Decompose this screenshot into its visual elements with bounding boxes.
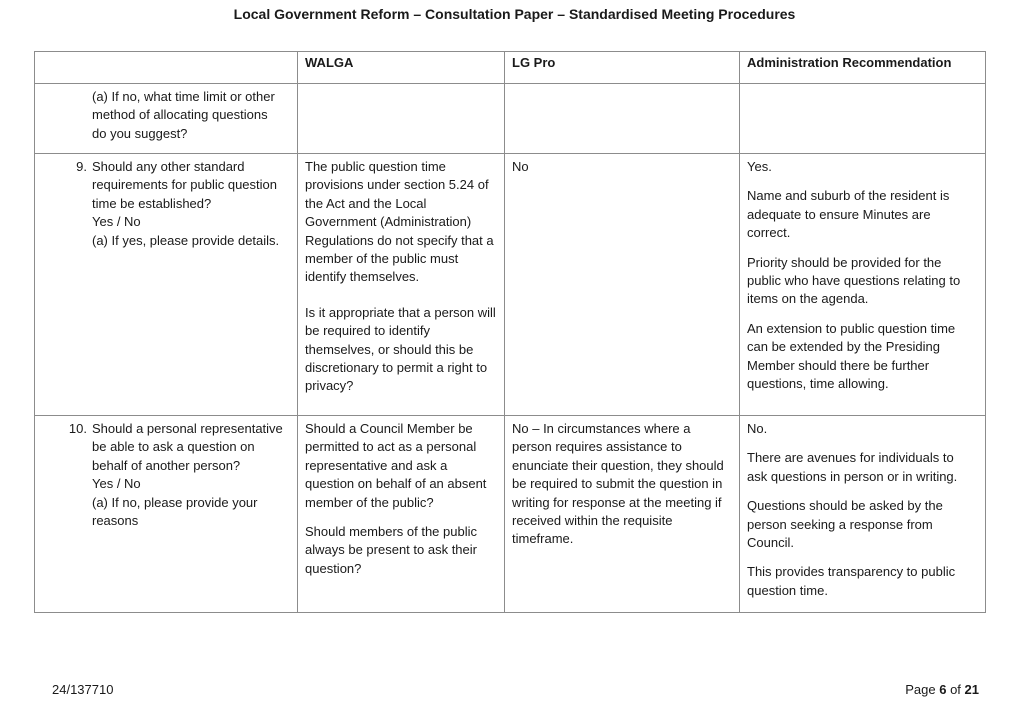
column-header-walga: WALGA	[298, 52, 505, 84]
table-row	[35, 416, 986, 613]
question-cell	[35, 154, 298, 416]
question-number: 9.	[76, 159, 87, 174]
admin-paragraph: No.	[747, 421, 768, 436]
lgpro-cell	[505, 416, 740, 613]
page-prefix: Page	[905, 682, 936, 697]
question-number	[42, 88, 92, 143]
page-total: 21	[964, 682, 979, 697]
admin-paragraph: Questions should be asked by the person seeking a response from Council.	[747, 498, 943, 551]
table-header-row	[35, 52, 986, 84]
document-reference: 24/137710	[52, 682, 114, 697]
admin-cell	[740, 154, 986, 416]
admin-paragraph: Priority should be provided for the public who have questions relating to items on the agenda.	[747, 254, 961, 307]
admin-cell	[740, 84, 986, 154]
page-title: Local Government Reform – Consultation Paper – Standardised Meeting Procedures	[233, 6, 796, 22]
walga-cell	[298, 416, 505, 613]
admin-paragraph: Yes.	[747, 159, 772, 174]
column-header-question	[35, 52, 298, 84]
admin-cell	[740, 416, 986, 613]
walga-paragraph: Should a Council Member be permitted to act as a personal representative and ask a question on behalf of an absent member of the public?	[305, 421, 487, 510]
walga-cell	[298, 84, 505, 154]
lgpro-paragraph: No – In circumstances where a person requires assistance to enunciate their question, they should be required to submit the question in writing for response at the meeting if received within the requisite timeframe.	[512, 421, 724, 547]
lgpro-paragraph: No	[512, 159, 529, 174]
table-row	[35, 84, 986, 154]
question-number: 10.	[68, 421, 87, 436]
page-of: of	[950, 682, 961, 697]
admin-paragraph: There are avenues for individuals to ask questions in person or in writing.	[747, 450, 958, 484]
question-text: Should any other standard requirements for public question time be established? Yes / No (a) If yes, please provide details.	[92, 159, 280, 248]
walga-paragraph: Is it appropriate that a person will be required to identify themselves, or should this be discretionary to permit a right to privacy?	[305, 304, 496, 394]
question-text: (a) If no, what time limit or other method of allocating questions do you suggest?	[92, 89, 275, 141]
page-current: 6	[939, 682, 947, 697]
walga-cell	[298, 154, 505, 416]
walga-paragraph: Should members of the public always be present to ask their question?	[305, 524, 477, 576]
admin-paragraph: Name and suburb of the resident is adequate to ensure Minutes are correct.	[747, 188, 950, 241]
admin-paragraph: An extension to public question time can be extended by the Presiding Member should there be further questions, time allowing.	[747, 320, 956, 392]
lgpro-cell	[505, 84, 740, 154]
consultation-table	[34, 51, 986, 613]
page-number	[905, 682, 979, 697]
question-text: Should a personal representative be able to ask a question on behalf of another person? Yes / No (a) If no, please provide your reasons	[92, 421, 283, 529]
column-header-admin: Administration Recommendation	[740, 52, 986, 84]
question-cell	[35, 416, 298, 613]
column-header-lgpro: LG Pro	[505, 52, 740, 84]
lgpro-cell	[505, 154, 740, 416]
admin-paragraph: This provides transparency to public question time.	[747, 564, 956, 598]
table-row	[35, 154, 986, 416]
walga-paragraph: The public question time provisions under section 5.24 of the Act and the Local Government (Administration) Regulations do not specify that a member of the public must identify themselves.	[305, 159, 494, 285]
question-cell	[35, 84, 298, 154]
